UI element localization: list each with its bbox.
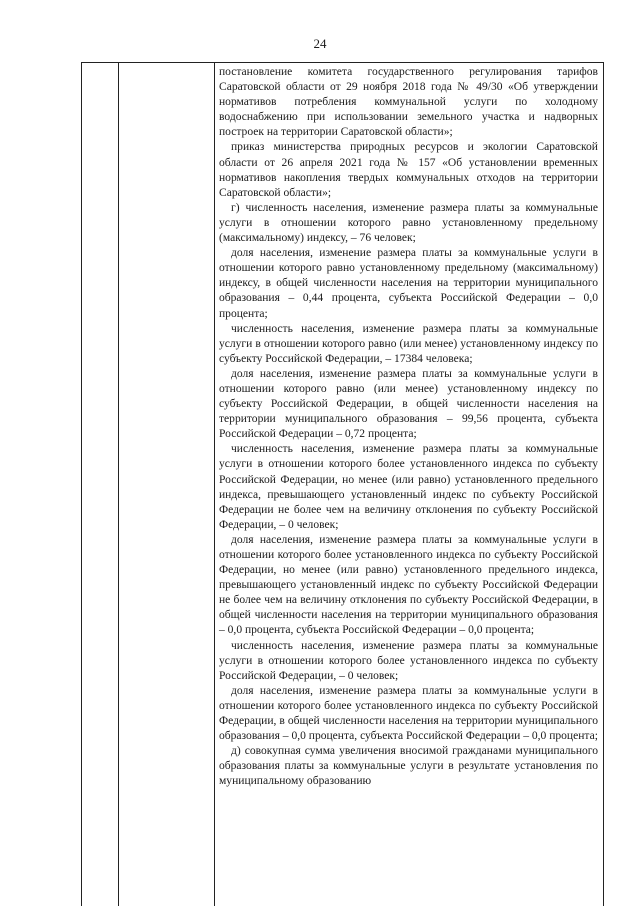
document-table	[81, 62, 604, 906]
paragraph: д) совокупная сумма увеличения вносимой гражданами муниципального образования платы за коммунальные услуги в результате установления по муниципальному образованию	[219, 745, 598, 788]
paragraph: доля населения, изменение размера платы за коммунальные услуги в отношении которого более установленного индекса по субъекту Российской Федерации, но менее (или равно) установленного предельного индекса, превышающего установленный индекс по субъекту Российской Федерации не более чем на величину отклонения по субъекту Российской Федерации, в общей численности населения на территории муниципального образования – 0,0 процента, субъекта Российской Федерации – 0,0 процента;	[219, 533, 598, 637]
paragraph: численность населения, изменение размера платы за коммунальные услуги в отношении которого равно (или менее) установленному индексу по субъекту Российской Федерации, – 17384 человека;	[219, 322, 598, 365]
page-number: 24	[313, 36, 327, 51]
paragraph: доля населения, изменение размера платы за коммунальные услуги в отношении которого равно (или менее) установленному индексу по субъекту Российской Федерации, в общей численности населения на территории муниципального образования – 99,56 процента, субъекта Российской Федерации – 0,72 процента;	[219, 367, 598, 441]
paragraph: доля населения, изменение размера платы за коммунальные услуги в отношении которого более установленного индекса по субъекту Российской Федерации, в общей численности населения на территории муниципального образования – 0,0 процента, субъекта Российской Федерации – 0,0 процента;	[219, 684, 598, 743]
paragraph: приказ министерства природных ресурсов и экологии Саратовской области от 26 апреля 2021 года № 157 «Об установлении временных нормативов накопления твердых коммунальных отходов на территории Саратовской области»;	[219, 141, 598, 199]
text-cell	[219, 65, 598, 790]
paragraph: доля населения, изменение размера платы за коммунальные услуги в отношении которого равно установленному предельному (максимальному) индексу, в общей численности населения на территории муниципального образования – 0,44 процента, субъекта Российской Федерации – 0,0 процента;	[219, 247, 598, 320]
column-divider	[214, 63, 215, 906]
paragraph: постановление комитета государственного регулирования тарифов Саратовской области от 29 ноября 2018 года № 49/30 «Об утверждении нормативов потребления коммунальной услуги по холодному водоснабжению при использовании земельного участка и надворных построек на территории Саратовской области»;	[219, 66, 598, 139]
paragraph: численность населения, изменение размера платы за коммунальные услуги в отношении которого более установленного индекса по субъекту Российской Федерации, – 0 человек;	[219, 639, 598, 682]
paragraph: численность населения, изменение размера платы за коммунальные услуги в отношении которого более установленного индекса по субъекту Российской Федерации, но менее (или равно) установленного предельного индекса, превышающего установленный индекс по субъекту Российской Федерации не более чем на величину отклонения по субъекту Российской Федерации, – 0 человек;	[219, 443, 598, 531]
paragraph: г) численность населения, изменение размера платы за коммунальные услуги в отношении которого равно установленному предельному (максимальному) индексу, – 76 человек;	[219, 201, 598, 245]
column-divider	[118, 63, 119, 906]
